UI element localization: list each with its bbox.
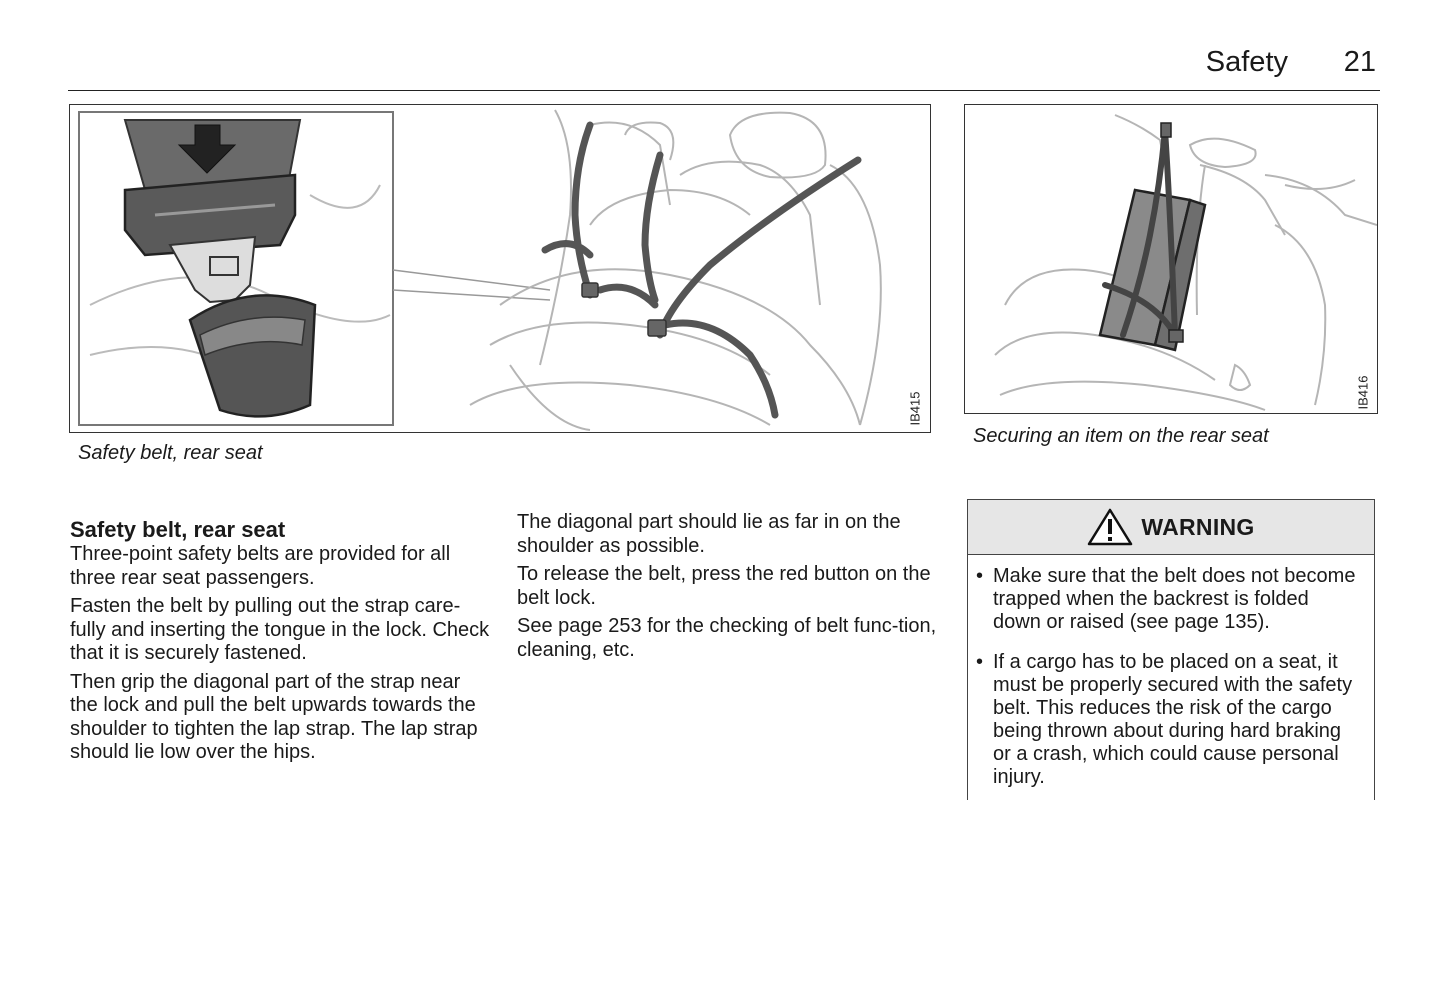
figure-code: IB415 xyxy=(907,391,923,426)
bullet: • xyxy=(976,651,984,673)
text-column-1 xyxy=(70,516,490,770)
warning-list xyxy=(968,555,1374,789)
warning-title: WARNING xyxy=(1141,513,1255,540)
warning-item-text: Make sure that the belt does not become trapped when the backrest is folded down or raised (see page 135). xyxy=(993,565,1356,633)
paragraph: The diagonal part should lie as far in on the shoulder as possible. xyxy=(517,511,901,557)
page-number: 21 xyxy=(1343,46,1376,78)
figure-caption: Securing an item on the rear seat xyxy=(973,425,1269,447)
warning-header xyxy=(968,500,1374,555)
paragraph: Fasten the belt by pulling out the strap care-fully and inserting the tongue in the lock. Check that it is securely fastened. xyxy=(70,595,490,664)
paragraph: Then grip the diagonal part of the strap near the lock and pull the belt upwards towards the shoulder to tighten the lap strap. The lap strap should lie low over the hips. xyxy=(70,670,478,763)
paragraph: Three-point safety belts are provided for all three rear seat passengers. xyxy=(70,543,451,589)
warning-triangle-icon xyxy=(1087,508,1133,546)
figure-code: IB416 xyxy=(1355,375,1371,410)
text-column-2 xyxy=(517,511,937,667)
list-item xyxy=(976,651,1360,789)
warning-item-text: If a cargo has to be placed on a seat, it must be properly secured with the safety belt. This reduces the risk of the cargo being thrown about during hard braking or a crash, which could cause personal injury. xyxy=(993,651,1353,788)
paragraph: See page 253 for the checking of belt func-tion, cleaning, etc. xyxy=(517,615,937,661)
bullet: • xyxy=(976,565,984,587)
paragraph: To release the belt, press the red button on the belt lock. xyxy=(517,563,931,609)
figure-securing-item xyxy=(964,104,1378,414)
section-heading: Safety belt, rear seat xyxy=(70,517,286,542)
list-item xyxy=(976,565,1360,634)
section-title: Safety xyxy=(1205,46,1288,78)
figure-rear-seat-belt xyxy=(69,104,931,433)
page-header xyxy=(68,40,1380,91)
rear-seat-belt-illustration xyxy=(70,105,930,432)
figure-caption: Safety belt, rear seat xyxy=(78,442,263,464)
securing-item-illustration xyxy=(965,105,1377,413)
warning-box xyxy=(967,499,1375,800)
